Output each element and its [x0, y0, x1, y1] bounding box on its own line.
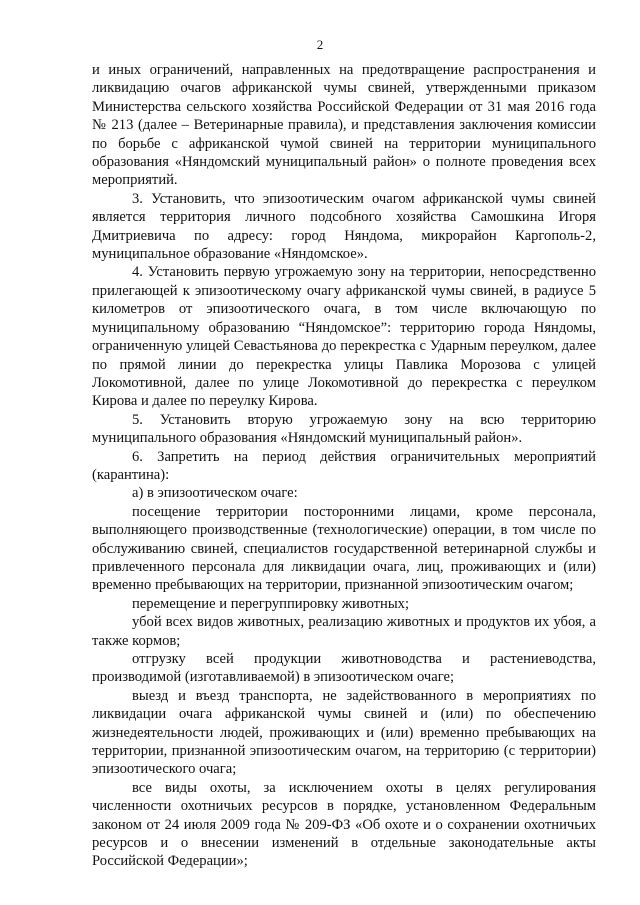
- paragraph-ban-slaughter: убой всех видов животных, реализацию животных и продуктов их убоя, а также кормов;: [92, 614, 596, 649]
- paragraph-subitem-a: а) в эпизоотическом очаге:: [132, 485, 298, 502]
- paragraph-item-6: 6. Запретить на период действия ограничительных мероприятий (карантина):: [92, 448, 596, 483]
- paragraph-ban-moving-animals: перемещение и перегруппировку животных;: [132, 595, 410, 612]
- paragraph-ban-visiting: посещение территории посторонними лицами, кроме персонала, выполняющего производственные (технологические) операции, в том числе по обслуживанию свиней, специалистов государственной ветеринарной службы и привлеченного персонала для ликвидации очага, лиц, проживающих и (или) временно пребывающих на территории, признанной эпизоотическим очагом;: [92, 503, 596, 594]
- paragraph-item-4: 4. Установить первую угрожаемую зону на территории, непосредственно прилегающей к эпизоотическому очагу африканской чумы свиней, в радиусе 5 километров от эпизоотического очага, в том числе включающую по муниципальному образованию “Няндомское”: территорию города Няндомы, ограниченную улицей Севастьянова до перекрестка с Ударным переулком, далее по прямой линии до перекрестка улицы Павлика Морозова с улицей Локомотивной, далее по улице Локомотивной до перекрестка с переулком Кирова и далее по переулку Кирова.: [92, 264, 596, 410]
- document-body: [92, 61, 596, 871]
- paragraph-continuation: и иных ограничений, направленных на предотвращение распространения и ликвидацию очагов африканской чумы свиней, утвержденными приказом Министерства сельского хозяйства Российской Федерации от 31 мая 2016 года № 213 (далее – Ветеринарные правила), и представления заключения комиссии по борьбе с африканской чумой свиней на территории муниципального образования «Няндомский муниципальный район» о полноте проведения всех мероприятий.: [92, 62, 596, 189]
- paragraph-ban-shipment: отгрузку всей продукции животноводства и растениеводства, производимой (изготавливаемой) в эпизоотическом очаге;: [92, 651, 596, 686]
- page-number: 2: [316, 37, 324, 52]
- paragraph-item-5: 5. Установить вторую угрожаемую зону на всю территорию муниципального образования «Няндомский муниципальный район».: [92, 411, 596, 447]
- paragraph-ban-hunting: все виды охоты, за исключением охоты в целях регулирования численности охотничьих ресурсов в порядке, установленном Федеральным законом от 24 июля 2009 года № 209-ФЗ «Об охоте и о сохранении охотничьих ресурсов и о внесении изменений в отдельные законодательные акты Российской Федерации»;: [92, 779, 596, 870]
- paragraph-item-3: 3. Установить, что эпизоотическим очагом африканской чумы свиней является территория личного подсобного хозяйства Самошкина Игоря Дмитриевича по адресу: город Няндома, микрорайон Каргополь-2, муниципальное образование «Няндомское».: [92, 190, 596, 263]
- paragraph-ban-transport: выезд и въезд транспорта, не задействованного в мероприятиях по ликвидации очага африканской чумы свиней и (или) по обеспечению жизнедеятельности людей, проживающих и (или) временно пребывающих на территории, признанной эпизоотическим очагом, на территорию (с территории) эпизоотического очага;: [92, 687, 596, 778]
